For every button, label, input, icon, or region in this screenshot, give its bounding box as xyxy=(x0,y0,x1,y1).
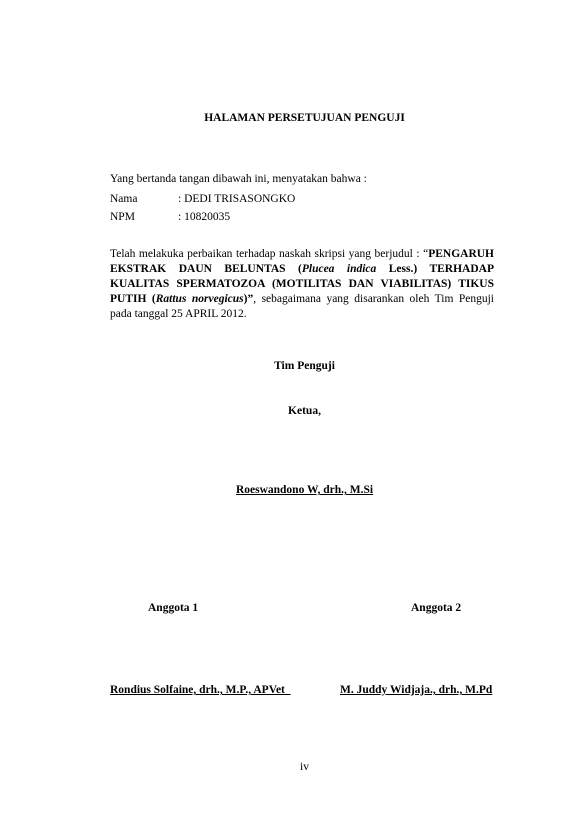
thesis-title-part2: Less.) TERHADAP KUALITAS SPERMATOZOA (MOTILITAS DAN VIABILITAS) TIKUS PUTIH ( xyxy=(110,263,494,305)
member2-label: Anggota 2 xyxy=(411,602,462,614)
member1-name: Rondius Solfaine, drh., M.P., APVet xyxy=(110,684,285,696)
page-number: iv xyxy=(300,761,309,773)
page-title: HALAMAN PERSETUJUAN PENGUJI xyxy=(204,112,405,124)
member1-label: Anggota 1 xyxy=(148,602,199,614)
name-label: Nama xyxy=(110,193,138,205)
thesis-title-scientific-2: Rattus norvegicus xyxy=(155,293,244,305)
chair-name: Roeswandono W, drh., M.Si xyxy=(235,484,374,496)
npm-value: : 10820035 xyxy=(178,211,231,223)
name-value: : DEDI TRISASONGKO xyxy=(178,193,296,205)
team-heading: Tim Penguji xyxy=(274,360,335,372)
npm-label: NPM xyxy=(110,211,135,223)
statement-tail: , sebagaimana yang disarankan oleh Tim Penguji pada tanggal 25 APRIL 2012. xyxy=(110,293,495,320)
thesis-title-part1: PENGARUH EKSTRAK DAUN BELUNTAS ( xyxy=(110,248,494,275)
statement-paragraph xyxy=(110,247,494,322)
statement-lead: Telah melakuka perbaikan terhadap naskah skripsi yang berjudul : “ xyxy=(110,248,429,260)
chair-label: Ketua, xyxy=(288,405,321,417)
thesis-title-scientific-1: Plucea indica xyxy=(301,263,377,275)
member2-name: M. Juddy Widjaja., drh., M.Pd xyxy=(340,684,493,696)
thesis-title-part3: )” xyxy=(243,293,254,305)
intro-text: Yang bertanda tangan dibawah ini, menyatakan bahwa : xyxy=(110,173,367,185)
